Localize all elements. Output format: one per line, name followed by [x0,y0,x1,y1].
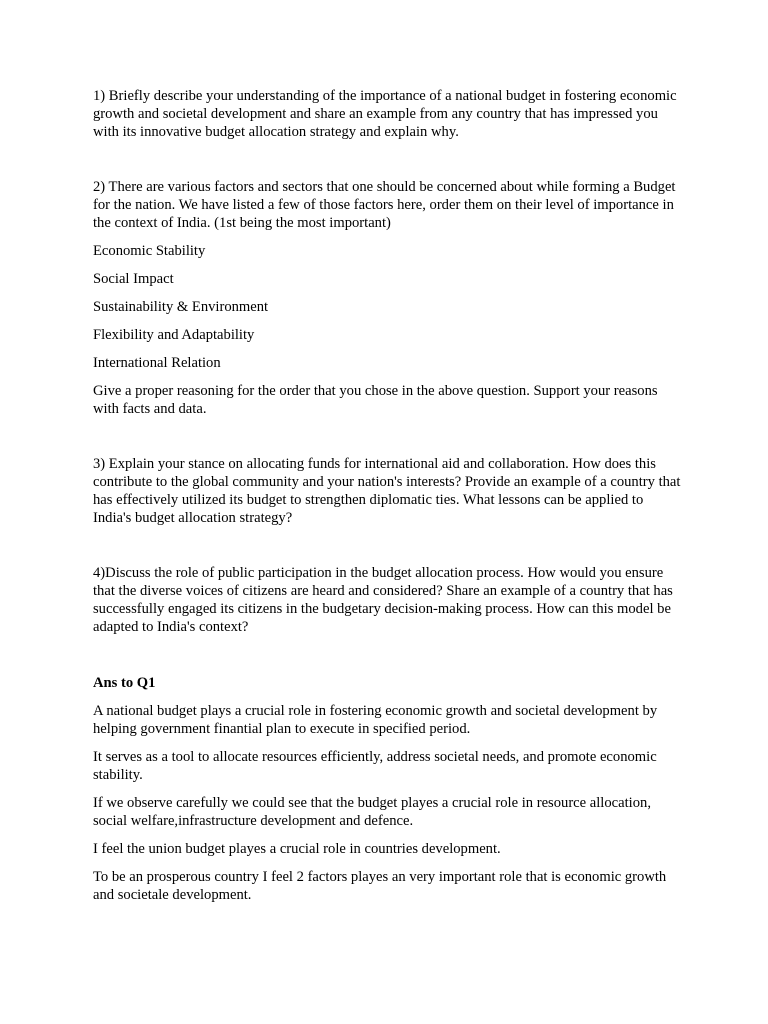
answer-heading: Ans to Q1 [93,675,156,691]
answer-paragraph: A national budget plays a crucial role in fostering economic growth and societal development by helping government finantial plan to execute in specified period. [93,703,658,737]
question-4: 4)Discuss the role of public participation in the budget allocation process. How would you ensure that the diverse voices of citizens are heard and considered? Share an example of a country that has successfully engaged its citizens in the budgetary decision-making process. How can this model be adapted to India's context? [93,565,673,635]
question-2-intro: 2) There are various factors and sectors that one should be concerned about while forming a Budget for the nation. We have listed a few of those factors here, order them on their level of importance in the context of India. (1st being the most important) [93,179,676,231]
factor-item: Economic Stability [93,243,206,259]
factor-item: International Relation [93,355,221,371]
question-1: 1) Briefly describe your understanding of the importance of a national budget in fostering economic growth and societal development and share an example from any country that has impressed you with its innovative budget allocation strategy and explain why. [93,88,677,140]
factor-item: Flexibility and Adaptability [93,327,255,343]
answer-paragraph: I feel the union budget playes a crucial role in countries development. [93,841,501,857]
factor-item: Sustainability & Environment [93,299,269,315]
question-3: 3) Explain your stance on allocating funds for international aid and collaboration. How does this contribute to the global community and your nation's interests? Provide an example of a country that has effectively utilized its budget to strengthen diplomatic ties. What lessons can be applied to India's budget allocation strategy? [93,456,681,526]
answer-paragraph: It serves as a tool to allocate resources efficiently, address societal needs, and promote economic stability. [93,749,657,783]
question-2-followup: Give a proper reasoning for the order that you chose in the above question. Support your reasons with facts and data. [93,383,658,417]
answer-paragraph: If we observe carefully we could see that the budget playes a crucial role in resource allocation, social welfare,infrastructure development and defence. [93,795,651,829]
factor-item: Social Impact [93,271,174,287]
document-page [93,87,683,914]
answer-paragraph: To be an prosperous country I feel 2 factors playes an very important role that is economic growth and societale development. [93,869,667,903]
